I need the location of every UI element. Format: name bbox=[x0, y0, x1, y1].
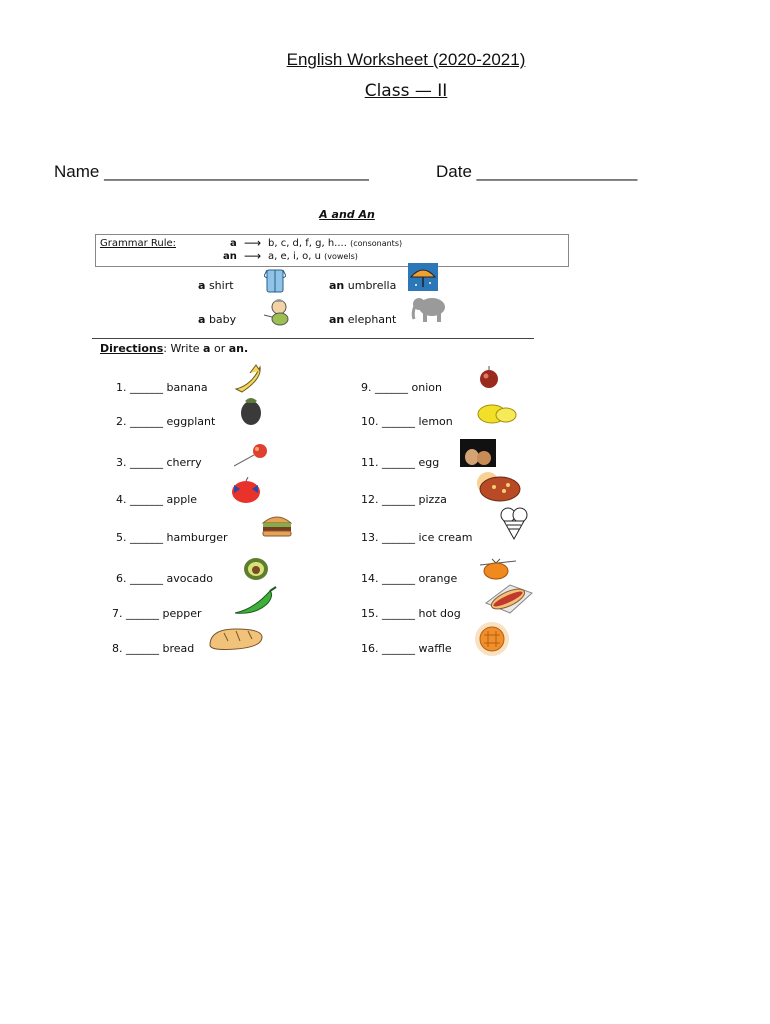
arrow-right-icon: ⟶ bbox=[244, 249, 262, 263]
rule-vowels: a, e, i, o, u (vowels) bbox=[268, 251, 358, 262]
list-item: 16. ______ waffle bbox=[361, 642, 452, 655]
date-field: Date _________________ bbox=[436, 162, 638, 181]
grammar-rule-label: Grammar Rule: bbox=[100, 238, 177, 249]
waffle-icon bbox=[472, 619, 516, 659]
class-label: Class — II bbox=[364, 81, 448, 101]
list-item: 15. ______ hot dog bbox=[361, 607, 461, 620]
list-item: 3. ______ cherry bbox=[116, 456, 202, 469]
egg-icon bbox=[460, 439, 496, 467]
list-item: 6. ______ avocado bbox=[116, 572, 213, 585]
worksheet-title: English Worksheet (2020-2021) bbox=[286, 50, 526, 69]
rule-consonants: b, c, d, f, g, h.... (consonants) bbox=[268, 238, 403, 249]
bread-icon bbox=[206, 625, 266, 653]
onion-icon bbox=[476, 365, 502, 391]
umbrella-icon bbox=[408, 263, 438, 291]
arrow-right-icon: ⟶ bbox=[244, 236, 262, 250]
example-a-baby: a baby bbox=[198, 313, 237, 326]
example-a-shirt: a shirt bbox=[198, 279, 234, 292]
baby-icon bbox=[262, 297, 292, 327]
list-item: 11. ______ egg bbox=[361, 456, 440, 469]
grammar-rule-box bbox=[95, 234, 569, 267]
divider bbox=[92, 338, 534, 339]
a-and-an-worksheet bbox=[92, 205, 537, 660]
rule-article-an: an bbox=[223, 251, 237, 262]
example-an-elephant: an elephant bbox=[329, 313, 397, 326]
list-item: 5. ______ hamburger bbox=[116, 531, 228, 544]
hamburger-icon bbox=[260, 511, 294, 539]
hot-dog-icon bbox=[482, 581, 536, 617]
list-item: 7. ______ pepper bbox=[112, 607, 202, 620]
a-and-an-heading: A and An bbox=[319, 208, 375, 221]
name-field: Name ____________________________ bbox=[54, 162, 369, 181]
apple-icon bbox=[228, 477, 264, 505]
banana-icon bbox=[232, 363, 266, 393]
list-item: 4. ______ apple bbox=[116, 493, 198, 506]
shirt-icon bbox=[264, 266, 286, 294]
list-item: 10. ______ lemon bbox=[361, 415, 453, 428]
list-item: 9. ______ onion bbox=[361, 381, 442, 394]
list-item: 8. ______ bread bbox=[112, 642, 195, 655]
avocado-icon bbox=[240, 551, 272, 583]
elephant-icon bbox=[410, 293, 448, 323]
list-item: 14. ______ orange bbox=[361, 572, 458, 585]
directions: Directions: Write a or an. bbox=[100, 342, 249, 355]
list-item: 13. ______ ice cream bbox=[361, 531, 473, 544]
list-item: 1. ______ banana bbox=[116, 381, 208, 394]
example-an-umbrella: an umbrella bbox=[329, 279, 397, 292]
pepper-icon bbox=[232, 585, 280, 617]
lemon-icon bbox=[476, 401, 522, 427]
pizza-icon bbox=[474, 469, 526, 505]
ice-cream-icon bbox=[496, 505, 532, 541]
orange-icon bbox=[474, 557, 522, 581]
eggplant-icon bbox=[238, 393, 264, 427]
list-item: 2. ______ eggplant bbox=[116, 415, 216, 428]
rule-article-a: a bbox=[230, 238, 237, 249]
cherry-icon bbox=[234, 441, 270, 469]
list-item: 12. ______ pizza bbox=[361, 493, 447, 506]
